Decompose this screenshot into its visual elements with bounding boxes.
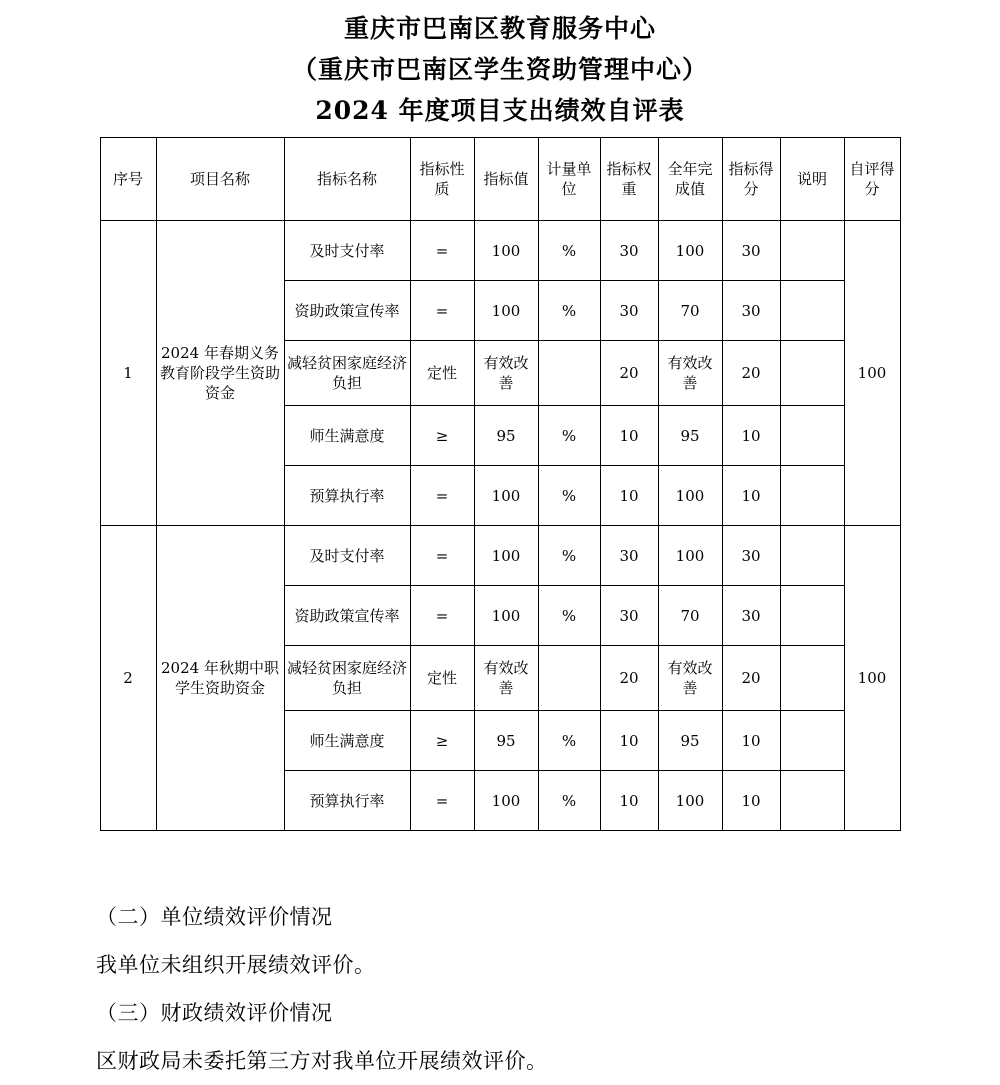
cell-score: 30: [722, 281, 780, 341]
cell-property: =: [410, 221, 474, 281]
cell-weight: 10: [600, 406, 658, 466]
header-value: 指标值: [474, 138, 538, 221]
cell-actual: 100: [658, 771, 722, 831]
cell-value: 100: [474, 526, 538, 586]
cell-property: =: [410, 586, 474, 646]
cell-indicator: 预算执行率: [284, 466, 410, 526]
cell-score: 20: [722, 646, 780, 711]
cell-unit: %: [538, 281, 600, 341]
table-row: [100, 221, 900, 281]
header-actual: 全年完成值: [658, 138, 722, 221]
cell-value: 100: [474, 771, 538, 831]
header-indicator: 指标名称: [284, 138, 410, 221]
cell-value: 100: [474, 466, 538, 526]
table-row: [100, 526, 900, 586]
cell-note: [780, 646, 844, 711]
cell-value: 95: [474, 711, 538, 771]
cell-self-score: 100: [844, 221, 900, 526]
cell-property: ≥: [410, 406, 474, 466]
header-project: 项目名称: [156, 138, 284, 221]
header-unit: 计量单位: [538, 138, 600, 221]
header-self-score: 自评得分: [844, 138, 900, 221]
cell-value: 有效改善: [474, 646, 538, 711]
cell-actual: 95: [658, 711, 722, 771]
document-title: [0, 8, 1000, 131]
cell-actual: 100: [658, 526, 722, 586]
header-score: 指标得分: [722, 138, 780, 221]
cell-value: 100: [474, 221, 538, 281]
cell-value: 100: [474, 586, 538, 646]
section-spacer: [0, 831, 1000, 893]
cell-unit: %: [538, 406, 600, 466]
cell-weight: 10: [600, 711, 658, 771]
table-header-row: [100, 138, 900, 221]
cell-weight: 10: [600, 771, 658, 831]
cell-unit: %: [538, 526, 600, 586]
cell-actual: 有效改善: [658, 646, 722, 711]
cell-weight: 30: [600, 586, 658, 646]
cell-score: 20: [722, 341, 780, 406]
cell-note: [780, 711, 844, 771]
cell-property: 定性: [410, 341, 474, 406]
cell-note: [780, 586, 844, 646]
cell-note: [780, 466, 844, 526]
cell-indicator: 资助政策宣传率: [284, 586, 410, 646]
cell-property: =: [410, 281, 474, 341]
header-index: 序号: [100, 138, 156, 221]
cell-property: =: [410, 466, 474, 526]
cell-value: 有效改善: [474, 341, 538, 406]
cell-unit: %: [538, 221, 600, 281]
cell-indicator: 预算执行率: [284, 771, 410, 831]
section-body-finance-evaluation: 区财政局未委托第三方对我单位开展绩效评价。: [96, 1049, 548, 1073]
performance-self-evaluation-table: [100, 137, 901, 831]
cell-score: 10: [722, 406, 780, 466]
cell-actual: 100: [658, 221, 722, 281]
cell-unit: %: [538, 586, 600, 646]
cell-property: 定性: [410, 646, 474, 711]
cell-unit: [538, 646, 600, 711]
cell-note: [780, 221, 844, 281]
cell-note: [780, 771, 844, 831]
cell-unit: [538, 341, 600, 406]
cell-unit: %: [538, 711, 600, 771]
title-line-2: （重庆市巴南区学生资助管理中心）: [291, 55, 708, 84]
cell-project: 2024 年秋期中职学生资助资金: [156, 526, 284, 831]
cell-note: [780, 281, 844, 341]
cell-score: 30: [722, 586, 780, 646]
cell-score: 10: [722, 711, 780, 771]
header-note: 说明: [780, 138, 844, 221]
title-line-1: 重庆市巴南区教育服务中心: [343, 14, 656, 43]
title-line-3: 2024 年度项目支出绩效自评表: [315, 96, 685, 125]
cell-actual: 95: [658, 406, 722, 466]
cell-unit: %: [538, 771, 600, 831]
cell-score: 30: [722, 526, 780, 586]
cell-actual: 70: [658, 586, 722, 646]
cell-indicator: 减轻贫困家庭经济负担: [284, 646, 410, 711]
cell-property: =: [410, 526, 474, 586]
cell-weight: 30: [600, 221, 658, 281]
cell-actual: 100: [658, 466, 722, 526]
cell-indicator: 师生满意度: [284, 406, 410, 466]
cell-unit: %: [538, 466, 600, 526]
cell-weight: 30: [600, 526, 658, 586]
cell-indicator: 师生满意度: [284, 711, 410, 771]
section-heading-finance-evaluation: （三）财政绩效评价情况: [96, 1001, 333, 1025]
cell-actual: 有效改善: [658, 341, 722, 406]
cell-index: 2: [100, 526, 156, 831]
cell-actual: 70: [658, 281, 722, 341]
cell-weight: 20: [600, 646, 658, 711]
header-weight: 指标权重: [600, 138, 658, 221]
cell-indicator: 资助政策宣传率: [284, 281, 410, 341]
cell-weight: 10: [600, 466, 658, 526]
cell-indicator: 及时支付率: [284, 221, 410, 281]
cell-weight: 20: [600, 341, 658, 406]
cell-self-score: 100: [844, 526, 900, 831]
cell-score: 10: [722, 466, 780, 526]
cell-score: 30: [722, 221, 780, 281]
cell-indicator: 减轻贫困家庭经济负担: [284, 341, 410, 406]
cell-index: 1: [100, 221, 156, 526]
cell-property: =: [410, 771, 474, 831]
cell-value: 95: [474, 406, 538, 466]
cell-value: 100: [474, 281, 538, 341]
section-body-unit-evaluation: 我单位未组织开展绩效评价。: [96, 953, 376, 977]
section-heading-unit-evaluation: （二）单位绩效评价情况: [96, 905, 333, 929]
cell-score: 10: [722, 771, 780, 831]
cell-property: ≥: [410, 711, 474, 771]
cell-indicator: 及时支付率: [284, 526, 410, 586]
header-property: 指标性质: [410, 138, 474, 221]
cell-project: 2024 年春期义务教育阶段学生资助资金: [156, 221, 284, 526]
cell-note: [780, 406, 844, 466]
cell-note: [780, 341, 844, 406]
cell-weight: 30: [600, 281, 658, 341]
cell-note: [780, 526, 844, 586]
